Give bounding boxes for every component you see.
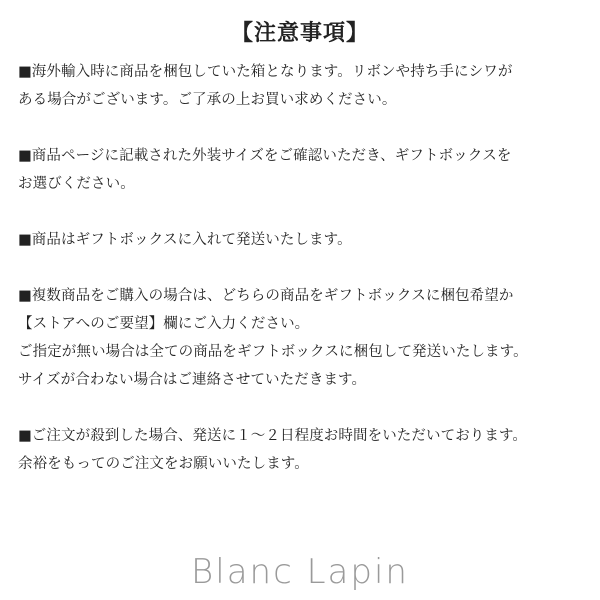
page-title: 【注意事項】 — [230, 21, 369, 46]
note-line: サイズが合わない場合はご連絡させていただきます。 — [18, 372, 367, 388]
note-line: ■海外輸入時に商品を梱包していた箱となります。リボンや持ち手にシワが — [18, 64, 513, 80]
note-line: 【ストアへのご要望】欄にご入力ください。 — [18, 316, 310, 332]
note-multiple-items — [18, 282, 586, 394]
note-size-check — [18, 142, 586, 198]
note-line: ■商品ページに記載された外装サイズをご確認いただき、ギフトボックスを — [18, 148, 512, 164]
note-line: ■複数商品をご購入の場合は、どちらの商品をギフトボックスに梱包希望か — [18, 288, 514, 304]
note-line: ■商品はギフトボックスに入れて発送いたします。 — [18, 232, 352, 248]
note-line: お選びください。 — [18, 176, 135, 192]
note-shipping-in-box — [18, 226, 586, 254]
notes-list — [18, 58, 586, 506]
note-line: ご指定が無い場合は全ての商品をギフトボックスに梱包して発送いたします。 — [18, 344, 528, 360]
note-gift-box-condition — [18, 58, 586, 114]
note-line: ある場合がございます。ご了承の上お買い求めください。 — [18, 92, 397, 108]
note-line: ■ご注文が殺到した場合、発送に１～２日程度お時間をいただいております。 — [18, 428, 528, 444]
note-line: 余裕をもってのご注文をお願いいたします。 — [18, 456, 309, 472]
brand-logo: Blanc Lapin — [191, 552, 409, 592]
note-shipping-delay — [18, 422, 586, 478]
